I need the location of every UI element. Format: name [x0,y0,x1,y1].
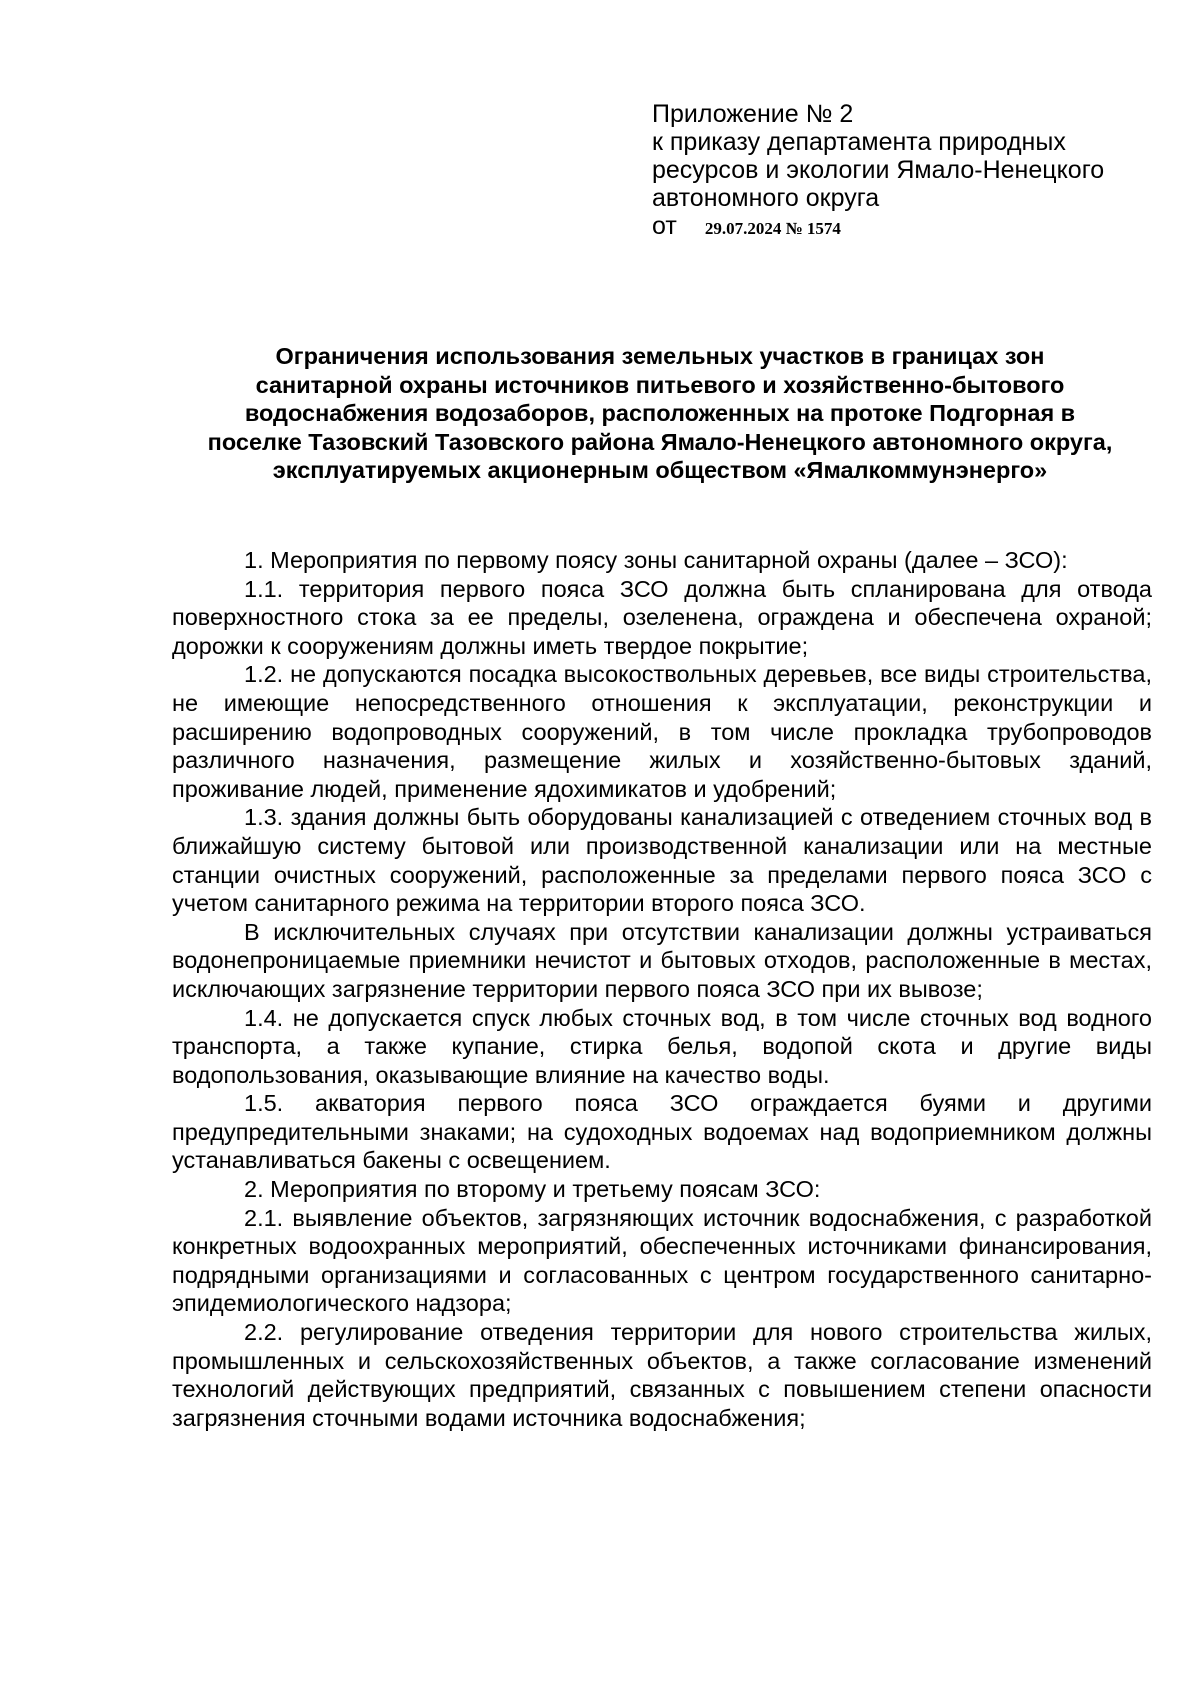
title-line: водоснабжения водозаборов, расположенных на протоке Подгорная в [244,400,1076,426]
paragraph-1: 1. Мероприятия по первому поясу зоны санитарной охраны (далее – ЗСО): [244,547,1068,573]
paragraph-1-3-exception: В исключительных случаях при отсутствии канализации должны устраиваться водонепроницаемые приемники нечистот и бытовых отходов, расположенные в местах, исключающих загрязнение территории первого пояса ЗСО при их вывозе; [172,918,1152,1002]
paragraph-1-4: 1.4. не допускается спуск любых сточных вод, в том числе сточных вод водного транспорта, а также купание, стирка белья, водопой скота и другие виды водопользования, оказывающие влияние на качество воды. [172,1004,1152,1088]
paragraph-2-2: 2.2. регулирование отведения территории для нового строительства жилых, промышленных и сельскохозяйственных объектов, а также согласование изменений технологий действующих предприятий, связанных с повышением степени опасности загрязнения сточными водами источника водоснабжения; [172,1319,1152,1431]
title-line: санитарной охраны источников питьевого и хозяйственно-бытового [255,371,1065,398]
paragraph-1-2: 1.2. не допускаются посадка высокоствольных деревьев, все виды строительства, не имеющие непосредственного отношения к эксплуатации, реконструкции и расширению водопроводных сооружений, в том числе прокладка трубопроводов различного назначения, размещение жилых и хозяйственно-бытовых зданий, проживание людей, применение ядохимикатов и удобрений; [172,661,1152,802]
document-body [172,546,1152,1432]
title-line: Ограничения использования земельных участков в границах зон [275,343,1045,369]
title-line: эксплуатируемых акционерным обществом «Ямалкоммунэнерго» [272,457,1048,483]
document-title [160,342,1160,485]
paragraph-2-1: 2.1. выявление объектов, загрязняющих источник водоснабжения, с разработкой конкретных водоохранных мероприятий, обеспеченных источниками финансирования, подрядными организациями и согласованных с центром государственного санитарно-эпидемиологического надзора; [172,1204,1152,1317]
paragraph-1-5: 1.5. акватория первого пояса ЗСО ограждается буями и другими предупредительными знаками; на судоходных водоемах над водоприемником должны устанавливаться бакены с освещением. [172,1090,1152,1174]
paragraph-1-1: 1.1. территория первого пояса ЗСО должна быть спланирована для отвода поверхностного стока за ее пределы, озеленена, ограждена и обеспечена охраной; дорожки к сооружениям должны иметь твердое покрытие; [172,575,1152,659]
paragraph-1-3: 1.3. здания должны быть оборудованы канализацией с отведением сточных вод в ближайшую систему бытовой или производственной канализации или на местные станции очистных сооружений, расположенные за пределами первого пояса ЗСО с учетом санитарного режима на территории второго пояса ЗСО. [172,804,1152,917]
appendix-number: Приложение № 2 [652,100,854,128]
appendix-date-line [652,212,1172,243]
appendix-header [652,100,1172,243]
order-date-number: 29.07.2024 № 1574 [704,219,841,238]
paragraph-2: 2. Мероприятия по второму и третьему поясам ЗСО: [244,1176,821,1203]
appendix-department: ресурсов и экологии Ямало-Ненецкого [652,156,1105,184]
appendix-order-ref: к приказу департамента природных [652,128,1066,156]
date-prefix: от [652,212,677,240]
title-line: поселке Тазовский Тазовского района Ямало-Ненецкого автономного округа, [207,428,1113,455]
appendix-region: автономного округа [652,184,880,212]
